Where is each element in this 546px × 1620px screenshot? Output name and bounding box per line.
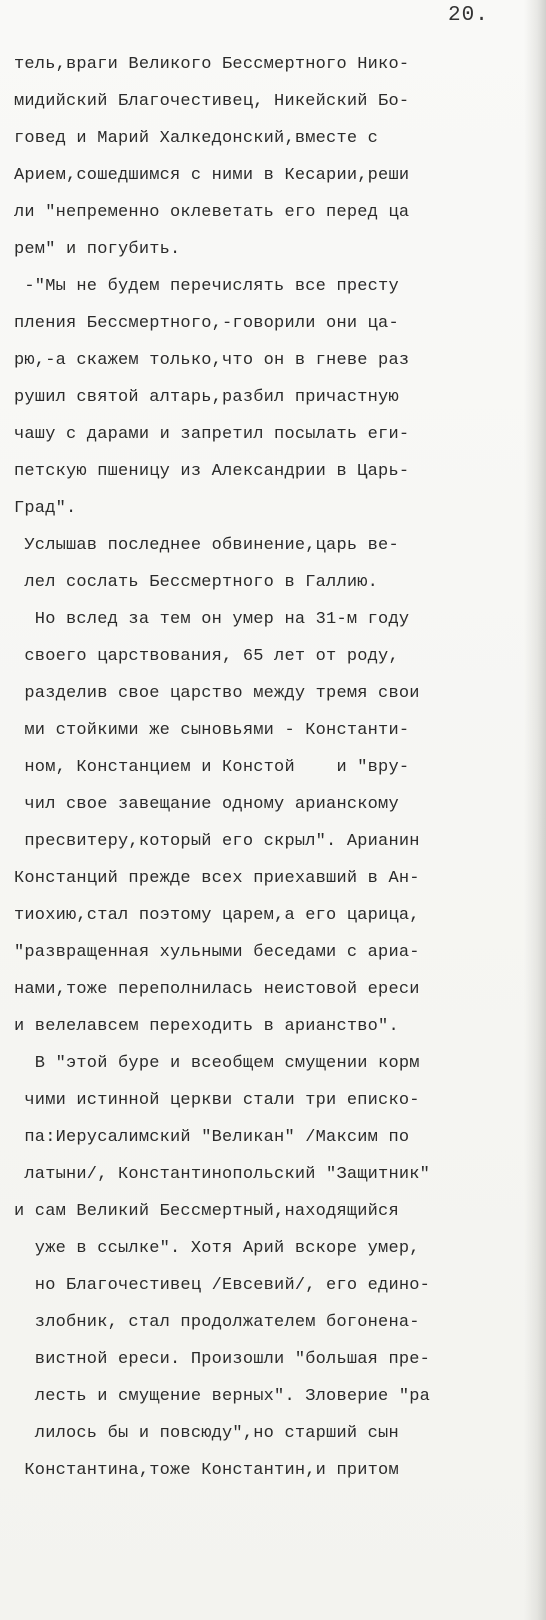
text-line: мидийский Благочестивец, Никейский Бо- xyxy=(14,92,410,111)
text-line: разделив свое царство между тремя свои xyxy=(14,684,420,703)
text-line: своего царствования, 65 лет от роду, xyxy=(14,647,399,666)
text-line: рем" и погубить. xyxy=(14,240,181,259)
text-line: и велелавсем переходить в арианство". xyxy=(14,1017,399,1036)
text-line: лел сослать Бессмертного в Галлию. xyxy=(14,573,379,592)
text-line: рушил святой алтарь,разбил причастную xyxy=(14,388,399,407)
text-line: злобник, стал продолжателем богонена- xyxy=(14,1313,420,1332)
text-line: ми стойкими же сыновьями - Константи- xyxy=(14,721,410,740)
text-line: Арием,сошедшимся с ними в Кесарии,реши xyxy=(14,166,410,185)
text-line: тиохию,стал поэтому царем,а его царица, xyxy=(14,906,420,925)
text-line: и сам Великий Бессмертный,находящийся xyxy=(14,1202,399,1221)
text-line: говед и Марий Халкедонский,вместе с xyxy=(14,129,379,148)
text-line: нами,тоже переполнилась неистовой ереси xyxy=(14,980,420,999)
text-line: но Благочестивец /Евсевий/, его едино- xyxy=(14,1276,431,1295)
text-line: ном, Констанцием и Констой и "вру- xyxy=(14,758,410,777)
text-line: Константина,тоже Константин,и притом xyxy=(14,1461,399,1480)
text-line: -"Мы не будем перечислять все престу xyxy=(14,277,399,296)
text-line: рю,-а скажем только,что он в гневе раз xyxy=(14,351,410,370)
text-line: "развращенная хульными беседами с ариа- xyxy=(14,943,420,962)
text-line: уже в ссылке". Хотя Арий вскоре умер, xyxy=(14,1239,420,1258)
text-line: латыни/, Константинопольский "Защитник" xyxy=(14,1165,431,1184)
text-line: В "этой буре и всеобщем смущении корм xyxy=(14,1054,420,1073)
text-line: Констанций прежде всех приехавший в Ан- xyxy=(14,869,420,888)
typed-text-body xyxy=(14,46,534,1489)
text-line: па:Иерусалимский "Великан" /Максим по xyxy=(14,1128,410,1147)
text-line: лилось бы и повсюду",но старший сын xyxy=(14,1424,399,1443)
text-line: ли "непременно оклеветать его перед ца xyxy=(14,203,410,222)
page-number: 20. xyxy=(448,4,489,27)
text-line: чашу с дарами и запретил посылать еги- xyxy=(14,425,410,444)
text-line: чими истинной церкви стали три еписко- xyxy=(14,1091,420,1110)
text-line: лесть и смущение верных". Зловерие "ра xyxy=(14,1387,431,1406)
text-line: Услышав последнее обвинение,царь ве- xyxy=(14,536,399,555)
text-line: Град". xyxy=(14,499,77,518)
text-line: пления Бессмертного,-говорили они ца- xyxy=(14,314,399,333)
text-line: тель,враги Великого Бессмертного Нико- xyxy=(14,55,410,74)
text-line: чил свое завещание одному арианскому xyxy=(14,795,399,814)
text-line: петскую пшеницу из Александрии в Царь- xyxy=(14,462,410,481)
text-line: Но вслед за тем он умер на 31-м году xyxy=(14,610,410,629)
text-line: вистной ереси. Произошли "большая пре- xyxy=(14,1350,431,1369)
text-line: пресвитеру,который его скрыл". Арианин xyxy=(14,832,420,851)
